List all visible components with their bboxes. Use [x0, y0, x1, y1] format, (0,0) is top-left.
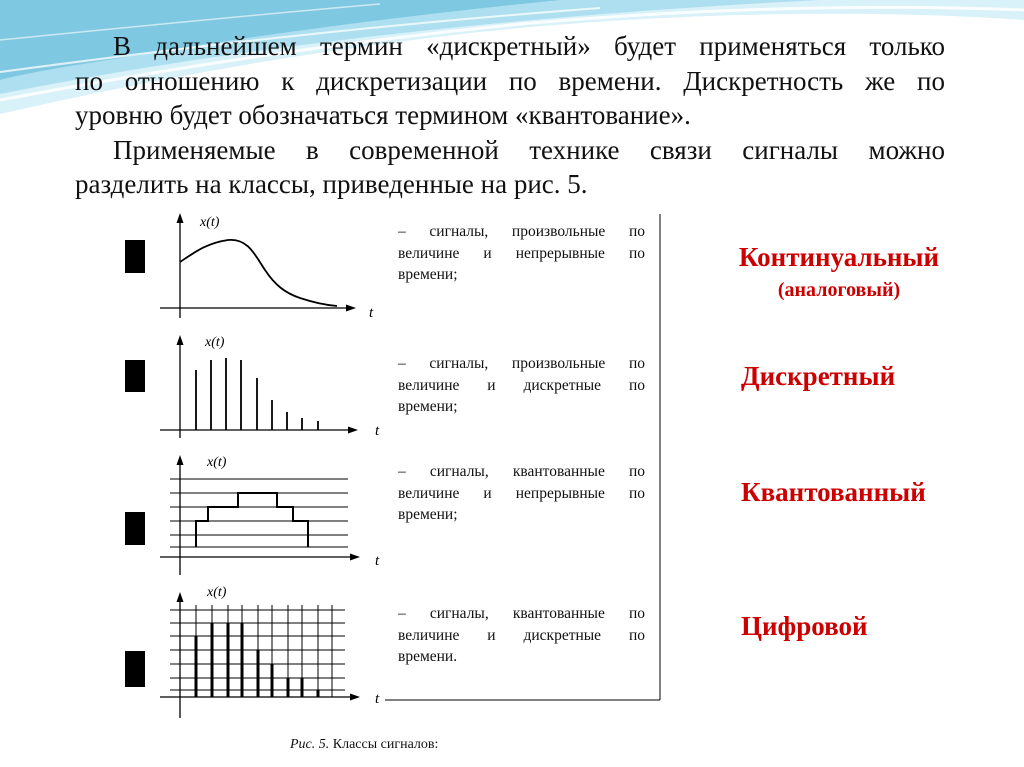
y-axis-arrow-icon	[177, 213, 184, 223]
quantized-staircase	[196, 493, 308, 547]
plot-2-x-label: t	[375, 423, 380, 439]
class-label-continuous: Континуальный	[738, 242, 940, 272]
paragraph-1-line-3: уровню будет обозначаться термином «квантование».	[75, 100, 691, 130]
row-marker-1	[125, 240, 145, 273]
description-line: величине и дискретные по	[398, 376, 645, 394]
body-text	[75, 29, 945, 202]
continuous-signal-plot	[160, 213, 356, 318]
x-axis-arrow-icon	[350, 694, 360, 701]
y-axis-arrow-icon	[177, 455, 184, 465]
paragraph-1-line-2: по отношению к дискретизации по времени. Дискретность же по	[75, 65, 945, 96]
description-line: – сигналы, квантованные по	[398, 463, 645, 480]
description-quantized	[398, 461, 645, 526]
y-axis-arrow-icon	[177, 335, 184, 345]
caption-text: Классы сигналов:	[332, 737, 439, 752]
row-marker-3	[125, 512, 145, 545]
y-axis-arrow-icon	[177, 592, 184, 602]
paragraph-1-line-1: В дальнейшем термин «дискретный» будет применяться только	[113, 31, 945, 61]
description-line: времени;	[398, 506, 458, 523]
description-digital	[398, 603, 645, 668]
continuous-signal-curve	[180, 240, 337, 306]
digital-signal-plot	[160, 592, 360, 718]
plot-1-y-label: x(t)	[200, 215, 220, 230]
plot-1-x-label: t	[369, 305, 374, 321]
paragraph-2-line-2: разделить на классы, приведенные на рис. 5.	[75, 169, 588, 199]
class-note-analog: (аналоговый)	[777, 279, 901, 301]
class-label-digital: Цифровой	[741, 611, 868, 641]
description-line: – сигналы, квантованные по	[398, 605, 645, 622]
caption-number: Рис. 5.	[290, 737, 330, 752]
plot-4-x-label: t	[375, 691, 380, 707]
quantized-signal-plot	[160, 455, 360, 575]
description-line: времени;	[398, 266, 458, 283]
description-line: величине и непрерывные по	[398, 244, 645, 262]
discrete-signal-plot	[160, 335, 358, 438]
description-line: – сигналы, произвольные по	[398, 223, 645, 240]
row-marker-4	[125, 651, 145, 687]
plot-3-x-label: t	[375, 553, 380, 569]
description-line: – сигналы, произвольные по	[398, 355, 645, 372]
x-axis-arrow-icon	[346, 305, 356, 312]
description-line: величине и непрерывные по	[398, 484, 645, 502]
plot-2-y-label: x(t)	[205, 335, 225, 350]
description-discrete	[398, 353, 645, 418]
x-axis-arrow-icon	[348, 427, 358, 434]
x-axis-arrow-icon	[350, 554, 360, 561]
description-line: величине и дискретные по	[398, 626, 645, 644]
row-marker-2	[125, 360, 145, 392]
plot-3-y-label: x(t)	[207, 455, 227, 470]
plot-4-y-label: x(t)	[207, 585, 227, 600]
description-line: времени;	[398, 398, 458, 415]
class-label-discrete: Дискретный	[741, 361, 896, 391]
figure-caption	[290, 736, 438, 754]
class-label-quantized: Квантованный	[741, 477, 926, 507]
paragraph-2-line-1: Применяемые в современной технике связи сигналы можно	[113, 134, 945, 165]
description-continuous	[398, 221, 645, 286]
description-line: времени.	[398, 648, 458, 665]
